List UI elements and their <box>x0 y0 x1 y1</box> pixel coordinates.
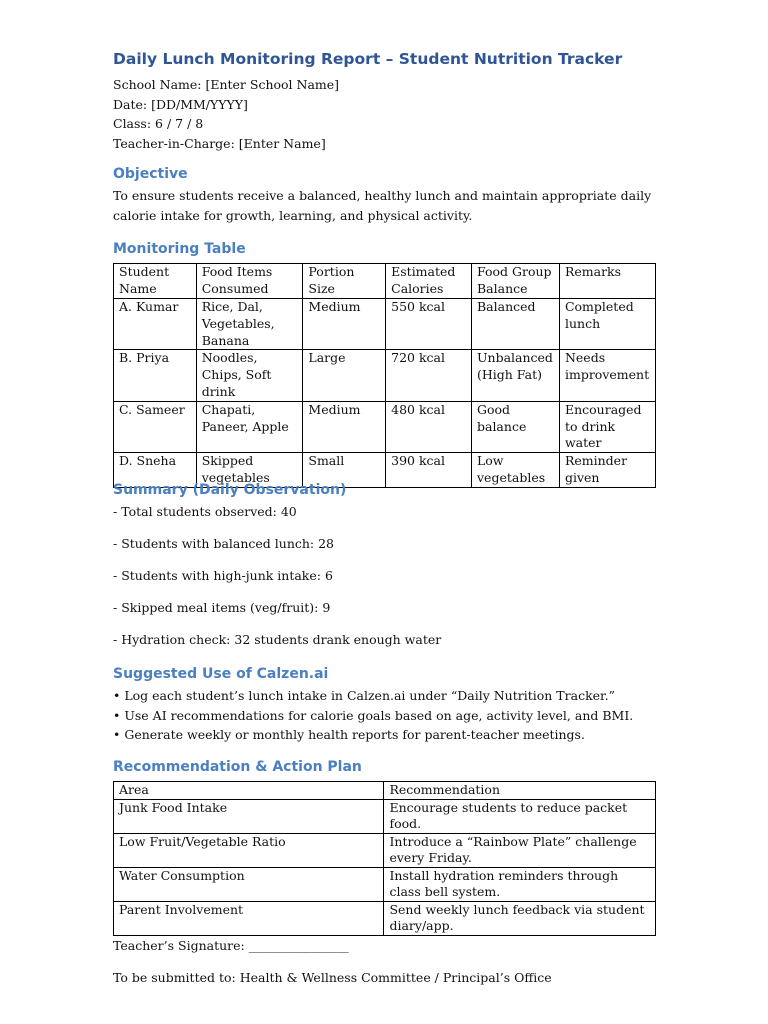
objective-heading: Objective <box>113 166 188 182</box>
table-cell: C. Sameer <box>114 401 197 452</box>
submission-line: To be submitted to: Health & Wellness Committee / Principal’s Office <box>113 970 552 985</box>
table-row <box>114 799 656 833</box>
page-title: Daily Lunch Monitoring Report – Student Nutrition Tracker <box>113 50 623 68</box>
table-row <box>114 401 656 452</box>
table-cell: Medium <box>303 299 386 350</box>
class-line: Class: 6 / 7 / 8 <box>113 116 204 131</box>
table-row <box>114 833 656 867</box>
recommendation-table <box>113 781 656 936</box>
date-line: Date: [DD/MM/YYYY] <box>113 96 248 112</box>
table-row <box>114 867 656 901</box>
table-cell: Large <box>303 350 386 401</box>
table-row <box>114 350 656 401</box>
header-cell: Area <box>114 782 384 800</box>
teacher-line: Teacher-in-Charge: [Enter Name] <box>113 135 326 151</box>
table-header-row <box>114 264 656 299</box>
list-item: • Log each student’s lunch intake in Calzen.ai under “Daily Nutrition Tracker.” <box>113 688 616 703</box>
header-cell: Food Items Consumed <box>196 264 303 299</box>
table-cell: 720 kcal <box>386 350 472 401</box>
table-cell: Skipped vegetables <box>196 453 303 488</box>
table-cell: Junk Food Intake <box>114 799 384 833</box>
header-cell: Recommendation <box>384 782 656 800</box>
table-cell: Parent Involvement <box>114 901 384 935</box>
teacher-signature-line: Teacher’s Signature: ________________ <box>113 938 349 953</box>
table-cell: Reminder given <box>559 453 655 488</box>
table-cell: 390 kcal <box>386 453 472 488</box>
table-cell: Send weekly lunch feedback via student diary/app. <box>384 901 656 935</box>
table-row <box>114 901 656 935</box>
table-cell: Needs improvement <box>559 350 655 401</box>
table-row <box>114 299 656 350</box>
header-cell: Portion Size <box>303 264 386 299</box>
table-cell: Balanced <box>471 299 559 350</box>
table-cell: 550 kcal <box>386 299 472 350</box>
table-cell: D. Sneha <box>114 453 197 488</box>
table-cell: Low vegetables <box>471 453 559 488</box>
report-meta <box>113 75 339 153</box>
table-cell: Low Fruit/Vegetable Ratio <box>114 833 384 867</box>
school-name-line: School Name: [Enter School Name] <box>113 77 340 92</box>
objective-text: To ensure students receive a balanced, healthy lunch and maintain appropriate daily calorie intake for growth, learning, and physical activity. <box>113 188 652 223</box>
table-cell: Medium <box>303 401 386 452</box>
header-cell: Student Name <box>114 264 197 299</box>
header-cell: Food Group Balance <box>471 264 559 299</box>
suggested-use-heading: Suggested Use of Calzen.ai <box>113 666 329 682</box>
table-cell: 480 kcal <box>386 401 472 452</box>
summary-item: - Skipped meal items (veg/fruit): 9 <box>113 600 331 615</box>
table-cell: Unbalanced (High Fat) <box>471 350 559 401</box>
table-cell: Good balance <box>471 401 559 452</box>
table-cell: Small <box>303 453 386 488</box>
summary-item: - Students with high-junk intake: 6 <box>113 568 333 583</box>
summary-heading: Summary (Daily Observation) <box>113 482 347 498</box>
table-cell: Encourage students to reduce packet food. <box>384 799 656 833</box>
table-cell: Water Consumption <box>114 867 384 901</box>
summary-item: - Hydration check: 32 students drank enough water <box>113 632 442 647</box>
table-cell: Noodles, Chips, Soft drink <box>196 350 303 401</box>
suggested-list <box>113 686 633 745</box>
monitoring-table <box>113 263 656 488</box>
table-cell: Encouraged to drink water <box>559 401 655 452</box>
header-cell: Estimated Calories <box>386 264 472 299</box>
header-cell: Remarks <box>559 264 655 299</box>
table-cell: Rice, Dal, Vegetables, Banana <box>196 299 303 350</box>
list-item: • Use AI recommendations for calorie goals based on age, activity level, and BMI. <box>113 707 634 723</box>
table-cell: B. Priya <box>114 350 197 401</box>
table-cell: Completed lunch <box>559 299 655 350</box>
table-cell: Chapati, Paneer, Apple <box>196 401 303 452</box>
table-cell: Install hydration reminders through class bell system. <box>384 867 656 901</box>
summary-item: - Students with balanced lunch: 28 <box>113 536 335 551</box>
table-header-row <box>114 782 656 800</box>
summary-item: - Total students observed: 40 <box>113 504 297 519</box>
table-cell: Introduce a “Rainbow Plate” challenge every Friday. <box>384 833 656 867</box>
list-item: • Generate weekly or monthly health reports for parent-teacher meetings. <box>113 727 585 742</box>
monitoring-table-heading: Monitoring Table <box>113 241 246 257</box>
table-cell: A. Kumar <box>114 299 197 350</box>
recommendation-heading: Recommendation & Action Plan <box>113 759 362 775</box>
